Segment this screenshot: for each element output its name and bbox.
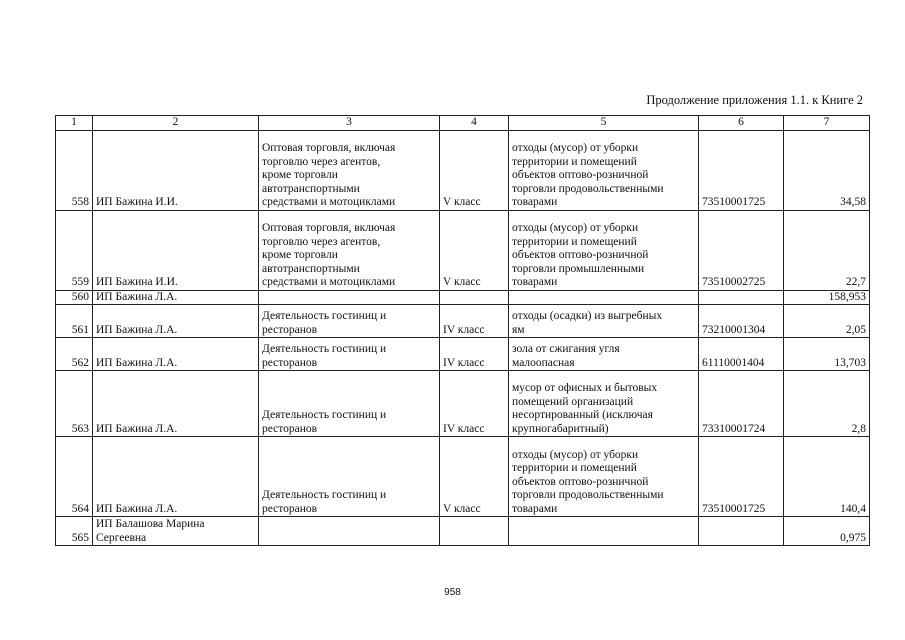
hazard-class: V класс [440, 437, 509, 517]
row-number: 562 [56, 338, 93, 371]
activity-type [259, 290, 440, 305]
col-header-6: 6 [699, 116, 784, 131]
table-row [56, 371, 870, 437]
organization-name: ИП Бажина Л.А. [93, 437, 259, 517]
hazard-class: IV класс [440, 371, 509, 437]
waste-code: 73510001725 [699, 130, 784, 210]
waste-description: отходы (осадки) из выгребных ям [509, 305, 699, 338]
waste-amount: 2,05 [784, 305, 870, 338]
waste-amount: 158,953 [784, 290, 870, 305]
organization-name: ИП Балашова Марина Сергеевна [93, 517, 259, 546]
continuation-caption: Продолжение приложения 1.1. к Книге 2 [646, 93, 863, 107]
col-header-5: 5 [509, 116, 699, 131]
waste-code: 73510001725 [699, 437, 784, 517]
waste-code [699, 517, 784, 546]
waste-description [509, 517, 699, 546]
organization-name: ИП Бажина И.И. [93, 210, 259, 290]
table-row [56, 210, 870, 290]
header-row [56, 116, 870, 131]
waste-code: 73310001724 [699, 371, 784, 437]
page-number: 958 [444, 587, 461, 598]
col-header-7: 7 [784, 116, 870, 131]
hazard-class: IV класс [440, 338, 509, 371]
waste-code [699, 290, 784, 305]
organization-name: ИП Бажина Л.А. [93, 338, 259, 371]
activity-type: Деятельность гостиниц и ресторанов [259, 371, 440, 437]
waste-description: отходы (мусор) от уборки территории и помещений объектов оптово-розничной торговли промышленными товарами [509, 210, 699, 290]
table-row [56, 305, 870, 338]
hazard-class: IV класс [440, 305, 509, 338]
organization-name: ИП Бажина Л.А. [93, 290, 259, 305]
organization-name: ИП Бажина Л.А. [93, 305, 259, 338]
row-number: 558 [56, 130, 93, 210]
waste-amount: 22,7 [784, 210, 870, 290]
waste-code: 73210001304 [699, 305, 784, 338]
table-row [56, 290, 870, 305]
waste-description [509, 290, 699, 305]
waste-table [55, 115, 870, 546]
waste-amount: 13,703 [784, 338, 870, 371]
table-row [56, 338, 870, 371]
activity-type: Деятельность гостиниц и ресторанов [259, 437, 440, 517]
waste-amount: 34,58 [784, 130, 870, 210]
activity-type [259, 517, 440, 546]
organization-name: ИП Бажина Л.А. [93, 371, 259, 437]
waste-amount: 2,8 [784, 371, 870, 437]
table-row [56, 437, 870, 517]
row-number: 561 [56, 305, 93, 338]
row-number: 563 [56, 371, 93, 437]
activity-type: Оптовая торговля, включая торговлю через агентов, кроме торговли автотранспортными средствами и мотоциклами [259, 130, 440, 210]
hazard-class [440, 290, 509, 305]
row-number: 560 [56, 290, 93, 305]
activity-type: Деятельность гостиниц и ресторанов [259, 338, 440, 371]
activity-type: Деятельность гостиниц и ресторанов [259, 305, 440, 338]
table-row [56, 130, 870, 210]
hazard-class [440, 517, 509, 546]
organization-name: ИП Бажина И.И. [93, 130, 259, 210]
table-row [56, 517, 870, 546]
waste-description: отходы (мусор) от уборки территории и помещений объектов оптово-розничной торговли продовольственными товарами [509, 130, 699, 210]
col-header-2: 2 [93, 116, 259, 131]
row-number: 565 [56, 517, 93, 546]
waste-description: зола от сжигания угля малоопасная [509, 338, 699, 371]
hazard-class: V класс [440, 210, 509, 290]
row-number: 564 [56, 437, 93, 517]
waste-code: 73510002725 [699, 210, 784, 290]
waste-description: отходы (мусор) от уборки территории и помещений объектов оптово-розничной торговли продовольственными товарами [509, 437, 699, 517]
activity-type: Оптовая торговля, включая торговлю через агентов, кроме торговли автотранспортными средствами и мотоциклами [259, 210, 440, 290]
col-header-3: 3 [259, 116, 440, 131]
hazard-class: V класс [440, 130, 509, 210]
col-header-4: 4 [440, 116, 509, 131]
waste-description: мусор от офисных и бытовых помещений организаций несортированный (исключая крупногабаритный) [509, 371, 699, 437]
waste-amount: 0,975 [784, 517, 870, 546]
row-number: 559 [56, 210, 93, 290]
waste-amount: 140,4 [784, 437, 870, 517]
col-header-1: 1 [56, 116, 93, 131]
waste-code: 61110001404 [699, 338, 784, 371]
